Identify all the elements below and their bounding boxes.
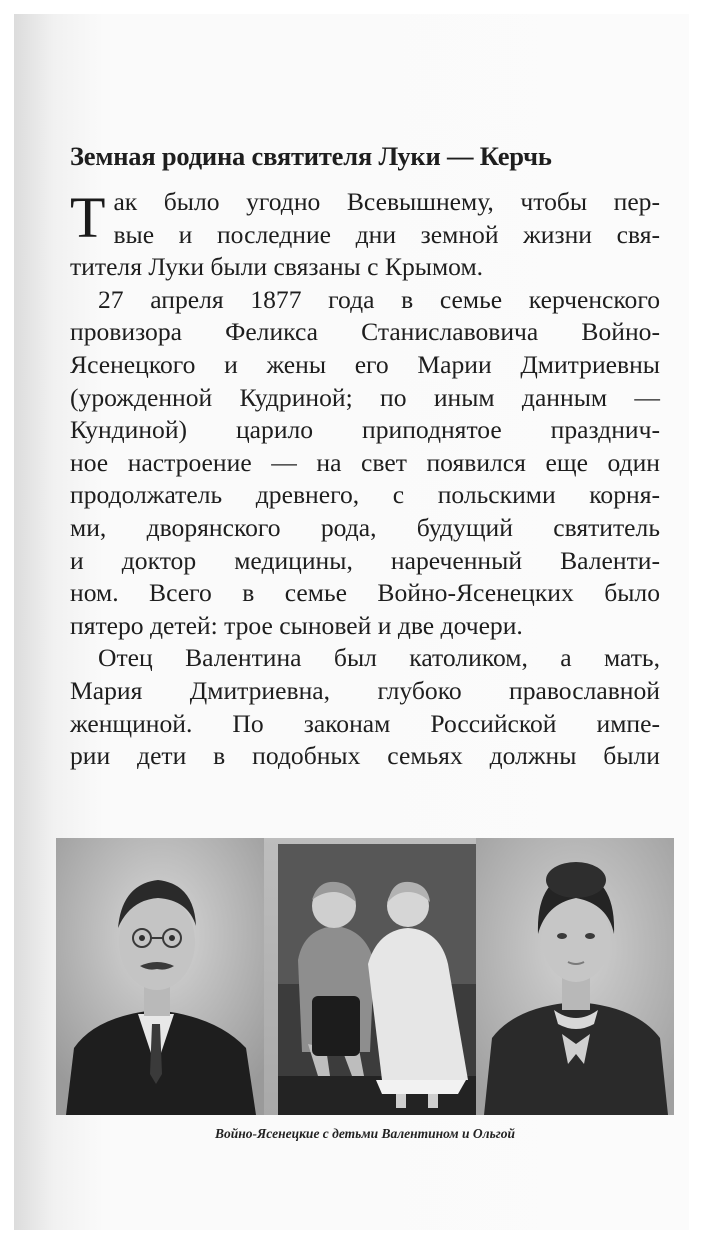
text-line: Кундиной) царило приподнятое празднич- [70,415,660,445]
text-line: Мария Дмитриевна, глубоко православной [70,675,660,705]
text-line: Отец Валентина был католиком, а мать, [98,643,660,673]
text-line: пятеро детей: трое сыновей и две дочери. [70,610,523,640]
text-line: тителя Луки были связаны с Крымом. [70,252,484,282]
paragraph-1 [70,186,660,284]
text-line: 27 апреля 1877 года в семье керченского [98,284,660,314]
text-line: ми, дворянского рода, будущий святитель [70,512,660,542]
text-line: женщиной. По законам Российской импе- [70,708,660,738]
text-line: Ясенецкого и жены его Марии Дмитриевны [70,349,660,379]
photo-caption: Войно-Ясенецкие с детьми Валентином и Ольгой [214,1126,515,1141]
paragraph-2 [70,284,660,643]
drop-cap: Т [70,185,106,250]
family-photographs [56,838,674,1115]
text-line: и доктор медицины, нареченный Валенти- [70,545,660,575]
children-portrait [278,844,476,1115]
body-text [70,186,660,773]
text-line: продолжатель древнего, с польскими корня- [70,480,660,510]
chapter-heading: Земная родина святителя Луки — Керчь [70,141,552,171]
text-line: (урожденной Кудриной; по иным данным — [70,382,660,412]
text-line: провизора Феликса Станиславовича Войно- [70,317,660,347]
paragraph-3 [70,642,660,772]
mother-portrait [476,838,674,1115]
text-line: ном. Всего в семье Войно-Ясенецких было [70,578,660,608]
father-portrait [56,838,264,1115]
text-line: ное настроение — на свет появился еще один [70,447,660,477]
text-line: рии дети в подобных семьях должны были [70,741,660,771]
text-line: ак было угодно Всевышнему, чтобы пер- [113,187,660,216]
text-line: вые и последние дни земной жизни свя- [113,219,660,249]
